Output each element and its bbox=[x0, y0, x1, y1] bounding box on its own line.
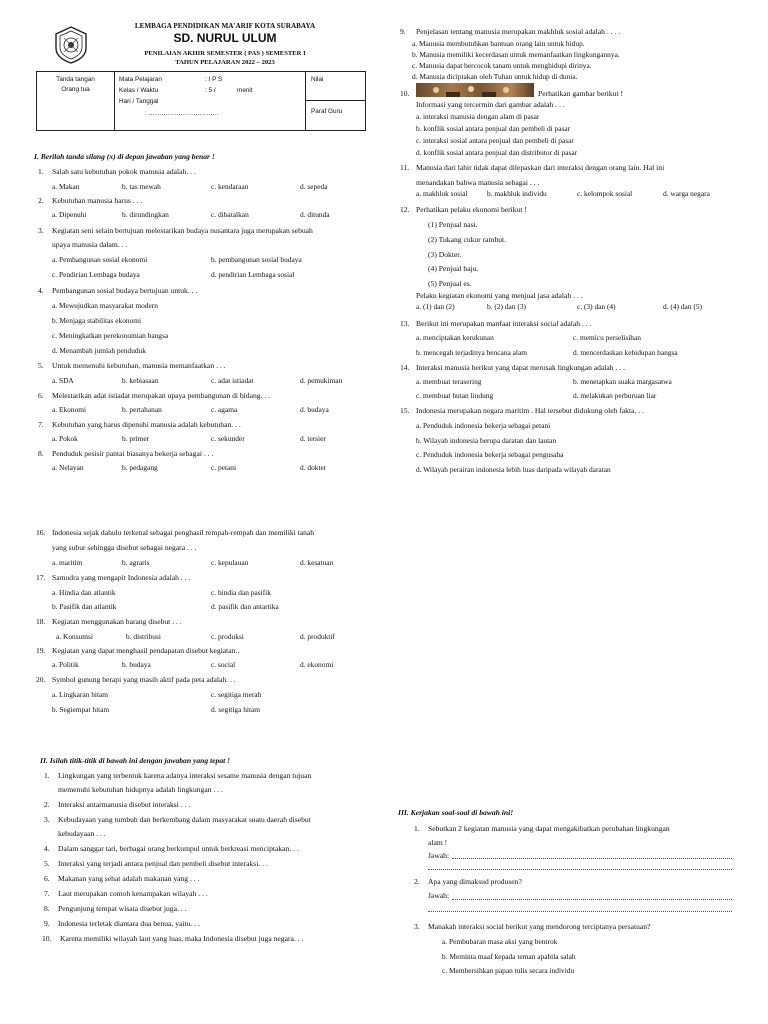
question-number: 5. bbox=[38, 361, 44, 370]
option-d[interactable]: d. kesatuan bbox=[300, 558, 334, 567]
option-a[interactable]: a. Makan bbox=[52, 182, 80, 191]
class-label: Kelas / Waktu bbox=[119, 87, 159, 94]
essay-text: Manakah interaksi social berikut yang mendorong terciptanya persatuan? bbox=[428, 922, 651, 931]
option-c[interactable]: c. Penduduk indonesia bekerja sebagai pengusaha bbox=[416, 450, 564, 459]
list-item: (1) Penjual nasi. bbox=[428, 220, 478, 229]
fill-text: Laut merupakan contoh kenampakan wilayah . . . bbox=[58, 889, 208, 898]
option-a[interactable]: a. Konsumsi bbox=[56, 632, 93, 641]
option-c[interactable]: c. produksi bbox=[211, 632, 244, 641]
section2-title: II. Isilah titik-titik di bawah ini dengan jawaban yang tepat ! bbox=[40, 756, 231, 765]
answer-line[interactable] bbox=[428, 911, 732, 912]
option-d[interactable]: d. melakukan perburuan liar bbox=[573, 391, 657, 400]
question-number: 3. bbox=[38, 226, 44, 235]
info-table bbox=[36, 71, 366, 131]
market-picture bbox=[416, 83, 534, 97]
option-a[interactable]: a. membuat terasering bbox=[416, 377, 482, 386]
question-number: 8. bbox=[38, 449, 44, 458]
question-text: Kebutuhan manusia harus . . . bbox=[52, 196, 143, 205]
answer-line[interactable] bbox=[452, 858, 732, 859]
fill-text-2: memenuhi kebutuhan hidupnya adalah lingkungan . . . bbox=[58, 785, 223, 794]
option-b[interactable]: b. (2) dan (3) bbox=[487, 302, 526, 311]
option-a[interactable]: a. Manusia membutuhkan bantuan orang lain untuk hidup. bbox=[412, 39, 585, 48]
question-text: Kegiatan menggunakan barang disebut . . . bbox=[52, 617, 182, 626]
option-c[interactable]: c. Meningkatkan perekonomian bangsa bbox=[52, 331, 169, 340]
question-text-2: menandakan bahwa manusia sebagai . . . bbox=[416, 178, 540, 187]
question-text: Kegiatan seni selain bertujuan melestarikan budaya nusantara juga merupakan sebuah bbox=[52, 226, 313, 235]
option-c[interactable]: c. agama bbox=[211, 405, 238, 414]
option-a[interactable]: a. Ekonomi bbox=[52, 405, 87, 414]
option-d[interactable]: d. dokter bbox=[300, 463, 327, 472]
question-text: Kebutuhan yang harus dipenuhi manusia adalah kebutuhan. . . bbox=[52, 420, 241, 429]
option-b[interactable]: b. Pasifik dan atlantik bbox=[52, 602, 117, 611]
institution-name: LEMBAGA PENDIDIKAN MA'ARIF KOTA SURABAYA bbox=[134, 22, 316, 30]
question-number: 10. bbox=[400, 89, 410, 98]
question-text-2: Informasi yang tercermin dari gambar adalah . . . bbox=[416, 100, 565, 109]
option-c[interactable]: c. hindia dan pasifik bbox=[211, 588, 271, 597]
option-a[interactable]: a. SDA bbox=[52, 376, 74, 385]
option-b[interactable]: b. konflik sosial antara penjual dan pembeli di pasar bbox=[416, 124, 571, 133]
option-a[interactable]: a. interaksi manusia dengan alam di pasar bbox=[416, 112, 540, 121]
option-b[interactable]: b. agraris bbox=[122, 558, 150, 567]
option-d[interactable]: d. pasifik dan antartika bbox=[211, 602, 279, 611]
list-item: (4) Penjual baju. bbox=[428, 264, 479, 273]
fill-text: Makanan yang sehat adalah makanan yang . . . bbox=[58, 874, 200, 883]
option-d[interactable]: d. sepeda bbox=[300, 182, 328, 191]
option-c[interactable]: c. kendaraan bbox=[211, 182, 249, 191]
question-number: 2. bbox=[38, 196, 44, 205]
question-number: 18. bbox=[36, 617, 46, 626]
question-number: 15. bbox=[400, 406, 410, 415]
fill-number: 1. bbox=[44, 771, 50, 780]
option-b[interactable]: b. pembangunan sosial budaya bbox=[211, 255, 302, 264]
option-d[interactable]: d. pemukiman bbox=[300, 376, 343, 385]
question-number: 20. bbox=[36, 675, 46, 684]
school-name: SD. NURUL ULUM bbox=[173, 31, 277, 45]
list-item: (2) Tukang cukur rambut. bbox=[428, 235, 507, 244]
question-text: Kegiatan yang dapat menghasil pendapatan disebut kegiatan.. bbox=[52, 646, 240, 655]
question-number: 4. bbox=[38, 286, 44, 295]
fill-text: Kebudayaan yang tumbuh dan berkembang dalam masyarakat suatu daerah disebut bbox=[58, 815, 311, 824]
class-value: : 5 / bbox=[205, 87, 216, 94]
option-b[interactable]: b. pertahanan bbox=[122, 405, 162, 414]
exam-title: PENILAIAN AKHIR SEMESTER ( PAS ) SEMESTER I bbox=[144, 50, 306, 57]
fill-number: 10. bbox=[42, 934, 52, 943]
subject-label: Mata Pelajaran bbox=[119, 76, 162, 83]
option-b[interactable]: b. Segiempat hitam bbox=[52, 705, 110, 714]
option-c[interactable]: c. petani bbox=[211, 463, 237, 472]
option-b[interactable]: b. Wilayah indonesia berupa daratan dan lautan bbox=[416, 436, 557, 445]
list-item: (3) Dokter. bbox=[428, 250, 462, 259]
fill-number: 9. bbox=[44, 919, 50, 928]
option-b[interactable]: b. Meminta maaf kepada teman apabila salah bbox=[442, 952, 576, 961]
answer-label: Jawab: bbox=[428, 851, 450, 860]
option-b[interactable]: b. menetapkan suaka margasatwa bbox=[573, 377, 672, 386]
option-c[interactable]: c. memicu perselisihan bbox=[573, 333, 641, 342]
option-c[interactable]: c. kelompok sosial bbox=[577, 189, 633, 198]
question-text-2: yang subur sehingga disebut sebagai negara . . . bbox=[52, 543, 197, 552]
option-a[interactable]: a. Pembubaran masa aksi yang bentrok bbox=[442, 937, 558, 946]
fill-number: 7. bbox=[44, 889, 50, 898]
option-a[interactable]: a. Pokok bbox=[52, 434, 78, 443]
question-text: Salah satu kebutuhan pokok manusia adalah. . . bbox=[52, 167, 196, 176]
option-c[interactable]: c. kepulauan bbox=[211, 558, 249, 567]
option-a[interactable]: a. Nelayan bbox=[52, 463, 84, 472]
option-d[interactable]: d. ekonomi bbox=[300, 660, 334, 669]
option-d[interactable]: d. budaya bbox=[300, 405, 329, 414]
option-d[interactable]: d. Wilayah perairan indonesia lebih luas daripada wilayah daratan bbox=[416, 465, 611, 474]
option-b[interactable]: b. pedagang bbox=[122, 463, 158, 472]
list-item: (5) Penjual es. bbox=[428, 279, 472, 288]
fill-text: Pengunjung tempat wisata disebut juga. . . bbox=[58, 904, 187, 913]
question-number: 13. bbox=[400, 319, 410, 328]
sign-label-2: Orang tua bbox=[61, 86, 90, 93]
essay-number: 1. bbox=[414, 824, 420, 833]
question-text: Penduduk pesisir pantai biasanya bekerja sebagai . . . bbox=[52, 449, 214, 458]
option-a[interactable]: a. Politik bbox=[52, 660, 79, 669]
option-d[interactable]: d. produktif bbox=[300, 632, 335, 641]
option-b[interactable]: b. dirundingkan bbox=[122, 210, 169, 219]
option-c[interactable]: c. Pendirian Lembaga budaya bbox=[52, 270, 140, 279]
option-a[interactable]: a. makhluk sosial bbox=[416, 189, 468, 198]
fill-text: Karena memiliki wilayah laut yang luas, maka Indonesia disebut juga negara. . . bbox=[60, 934, 304, 943]
essay-text-2: alam ! bbox=[428, 838, 448, 847]
option-c[interactable]: c. dibatalkan bbox=[211, 210, 249, 219]
option-d[interactable]: d. mencerdaskan kehidupan bangsa bbox=[573, 348, 678, 357]
option-b[interactable]: b. tas mewah bbox=[122, 182, 161, 191]
option-a[interactable]: a. menciptakan kerukunan bbox=[416, 333, 494, 342]
question-number: 14. bbox=[400, 363, 410, 372]
option-c[interactable]: c. interaksi sosial antara penjual dan pembeli di pasar bbox=[416, 136, 574, 145]
option-b[interactable]: b. Manusia memiliki kecerdasan untuk memanfaatkan lingkungannya. bbox=[412, 50, 620, 59]
question-number: 1. bbox=[38, 167, 44, 176]
fill-text: Interaksi yang terjadi antara penjual dan pembeli disebut interaksi. . . bbox=[58, 859, 268, 868]
question-number: 12. bbox=[400, 205, 410, 214]
date-value: : …………………………… bbox=[145, 110, 219, 117]
option-b[interactable]: b. budaya bbox=[122, 660, 151, 669]
fill-number: 3. bbox=[44, 815, 50, 824]
option-d[interactable]: d. pendirian Lembaga sosial bbox=[211, 270, 295, 279]
option-b[interactable]: b. Menjaga stabilitas ekonomi bbox=[52, 316, 142, 325]
essay-number: 3. bbox=[414, 922, 420, 931]
question-text: Symbol gunung berapi yang masih aktif pada peta adalah. . . bbox=[52, 675, 236, 684]
option-c[interactable]: c. segitiga merah bbox=[211, 690, 262, 699]
option-d[interactable]: d. Menambah jumlah penduduk bbox=[52, 346, 147, 355]
school-logo bbox=[54, 26, 88, 64]
question-text: Melestarikan adat istiadat merupakan upaya pembangunan di bidang. . . bbox=[52, 391, 271, 400]
academic-year: TAHUN PELAJARAN 2022 – 2023 bbox=[175, 59, 275, 66]
question-text: Manusia dari lahir tidak dapat dilepaskan dari interaksi dengan orang lain. Hal ini bbox=[416, 163, 665, 172]
fill-number: 6. bbox=[44, 874, 50, 883]
option-c[interactable]: c. adat istiadat bbox=[211, 376, 254, 385]
essay-text: Sebutkan 2 kegiatan manusia yang dapat mengakibatkan perubahan lingkungan bbox=[428, 824, 670, 833]
option-a[interactable]: a. Pembangunan sosial ekonomi bbox=[52, 255, 148, 264]
question-text: Interaksi manusia berikut yang dapat merusak lingkungan adalah . . . bbox=[416, 363, 625, 372]
question-text: Berikut ini merupakan manfaat interaksi social adalah . . . bbox=[416, 319, 592, 328]
question-text-2: upaya manusia dalam. . . bbox=[52, 240, 128, 249]
fill-text: Interaksi antarmanusia disebut interaksi . . . bbox=[58, 800, 191, 809]
option-a[interactable]: a. maritim bbox=[52, 558, 83, 567]
question-number: 17. bbox=[36, 573, 46, 582]
question-number: 19. bbox=[36, 646, 46, 655]
sign-label: Tanda tangan bbox=[56, 76, 95, 83]
fill-number: 4. bbox=[44, 844, 50, 853]
subject-value: : I P S bbox=[205, 76, 223, 83]
question-number: 11. bbox=[400, 163, 410, 172]
option-c[interactable]: c. social bbox=[211, 660, 236, 669]
answer-label: Jawab: bbox=[428, 891, 450, 900]
question-text: Perhatikan gambar berikut ! bbox=[538, 89, 623, 98]
option-b[interactable]: b. primer bbox=[122, 434, 150, 443]
option-d[interactable]: d. (4) dan (5) bbox=[663, 302, 702, 311]
option-d[interactable]: d. ditunda bbox=[300, 210, 330, 219]
option-a[interactable]: a. Penduduk indonesia bekerja sebagai petani bbox=[416, 421, 551, 430]
option-c[interactable]: c. (3) dan (4) bbox=[577, 302, 616, 311]
fill-text: Lingkungan yang terbentuk karena adanya interaksi sesame manusia dengan tujuan bbox=[58, 771, 312, 780]
option-c[interactable]: c. Membersihkan papan tulis secara individu bbox=[442, 966, 575, 975]
class-unit: menit bbox=[237, 87, 253, 94]
fill-number: 8. bbox=[44, 904, 50, 913]
question-text: Samudra yang mengapit Indonesia adalah . . . bbox=[52, 573, 191, 582]
option-a[interactable]: a. Mewujudkan masyarakat modern bbox=[52, 301, 158, 310]
option-a[interactable]: a. Dipenuhi bbox=[52, 210, 87, 219]
question-text: Indonesia merupakan negara maritim . Hal tersebut didukung oleh fakta. . . bbox=[416, 406, 644, 415]
question-number: 6. bbox=[38, 391, 44, 400]
score-label: Nilai bbox=[311, 76, 324, 83]
question-text: Indonesia sejak dahulu terkenal sebagai penghasil rempah-rempah dan memiliki tanah bbox=[52, 528, 315, 537]
fill-number: 2. bbox=[44, 800, 50, 809]
option-a[interactable]: a. (1) dan (2) bbox=[416, 302, 455, 311]
option-b[interactable]: b. makhluk individu bbox=[487, 189, 547, 198]
section3-title: III. Kerjakan soal-soal di bawah ini! bbox=[398, 808, 514, 817]
option-c[interactable]: c. Manusia dapat bercocok tanam untuk menghidupi dirinya. bbox=[412, 61, 592, 70]
essay-number: 2. bbox=[414, 877, 420, 886]
fill-number: 5. bbox=[44, 859, 50, 868]
question-text: Perhatikan pelaku ekonomi berikut ! bbox=[416, 205, 527, 214]
section1-title: I. Berilah tanda silang (x) di depan jawaban yang benar ! bbox=[34, 152, 215, 161]
option-b[interactable]: b. distribusi bbox=[126, 632, 161, 641]
option-d[interactable]: d. konflik sosial antara penjual dan distributor di pasar bbox=[416, 148, 578, 157]
answer-line[interactable] bbox=[452, 899, 732, 900]
fill-text: Dalam sanggar tari, berbagai orang berkumpul untuk berkreasi menciptakan. . . bbox=[58, 844, 299, 853]
fill-text: Indonesia terletak diantara dua benua, yaitu. . . bbox=[58, 919, 200, 928]
question-text: Pembangunan sosial budaya bertujuan untuk. . . bbox=[52, 286, 198, 295]
option-b[interactable]: b. kebiasaan bbox=[122, 376, 159, 385]
option-d[interactable]: d. tersier bbox=[300, 434, 326, 443]
question-text: Penjelasan tentang manusia merupakan makhluk sosial adalah . . . . bbox=[416, 27, 621, 36]
question-number: 16. bbox=[36, 528, 46, 537]
option-b[interactable]: b. mencegah terjadinya bencana alam bbox=[416, 348, 528, 357]
answer-line[interactable] bbox=[428, 869, 732, 870]
question-number: 9. bbox=[400, 27, 406, 36]
option-a[interactable]: a. Lingkaran hitam bbox=[52, 690, 109, 699]
option-d[interactable]: d. segitiga hitam bbox=[211, 705, 261, 714]
question-number: 7. bbox=[38, 420, 44, 429]
option-d[interactable]: d. warga negara bbox=[663, 189, 710, 198]
fill-text-2: kebudayaan . . . bbox=[58, 829, 106, 838]
option-d[interactable]: d. Manusia diciptakan oleh Tuhan untuk hidup di dunia. bbox=[412, 72, 578, 81]
question-text: Untuk memenuhi kebutuhan, manusia memanfaatkan . . . bbox=[52, 361, 226, 370]
date-label: Hari / Tanggal bbox=[119, 98, 159, 105]
question-text-2: Pelaku kegiatan ekonomi yang menjual jasa adalah . . . bbox=[416, 291, 583, 300]
teacher-label: Paraf Guru bbox=[311, 108, 343, 115]
essay-text: Apa yang dimaksud produsen? bbox=[428, 877, 522, 886]
option-c[interactable]: c. membuat hutan lindung bbox=[416, 391, 494, 400]
option-c[interactable]: c. sekunder bbox=[211, 434, 245, 443]
option-a[interactable]: a. Hindia dan atlantik bbox=[52, 588, 116, 597]
